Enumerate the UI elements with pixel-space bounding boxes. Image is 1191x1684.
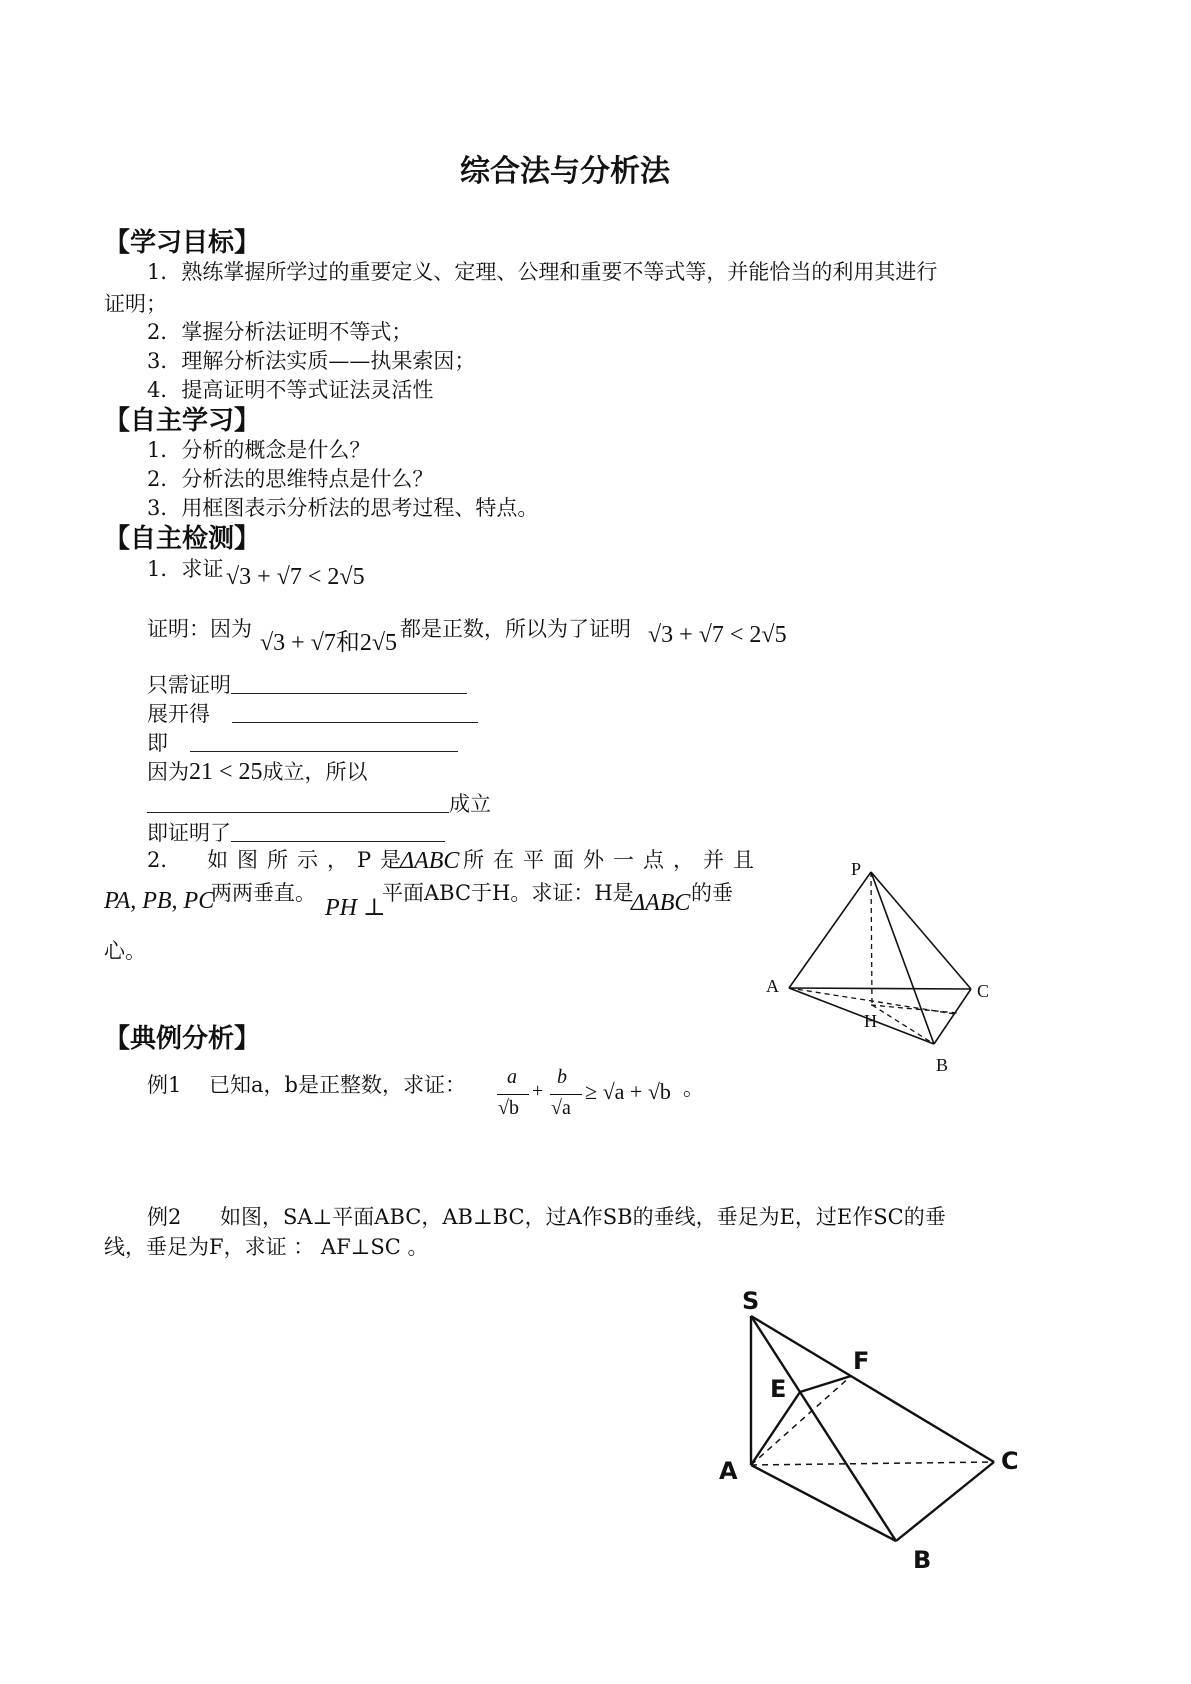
q2-line2-a: 两两垂直。 (211, 881, 316, 905)
line-because-formula: 21 < 25 (189, 759, 263, 785)
edge-pa (789, 872, 871, 988)
section-heading-self-study: 【自主学习】 (104, 406, 261, 436)
line-expand-label: 展开得 (147, 702, 210, 726)
line-h-c-dashed (871, 1005, 958, 1013)
q2-triangle-abc-2: ΔABC (631, 890, 691, 916)
proof-intro: 证明：因为 (147, 617, 252, 641)
line-af-dashed (751, 1376, 851, 1465)
line-because-label: 因为 (147, 760, 189, 784)
line-proved (147, 817, 445, 847)
ex1-frac1-den: √b (498, 1097, 519, 1119)
line-a-h-dashed (789, 988, 955, 1014)
edge-ac-dashed (751, 1462, 994, 1465)
fig1-label-b: B (936, 1055, 949, 1075)
example-2-line-1: 如图，SA⊥平面ABC，AB⊥BC，过A作SB的垂线，垂足为E，过E作SC的垂 (220, 1205, 946, 1229)
edge-pc (871, 872, 971, 989)
self-study-item-1: 1．分析的概念是什么？ (147, 438, 371, 462)
example-2-line-2: 线，垂足为F，求证 ： AF⊥SC 。 (104, 1235, 429, 1259)
answer-blank-5[interactable] (231, 821, 445, 842)
edge-pb (871, 872, 934, 1044)
line-expand (147, 698, 478, 728)
ex1-frac2-den: √a (551, 1097, 571, 1119)
fig1-label-h: H (864, 1011, 877, 1031)
proof-mid-text: 都是正数，所以为了证明 (400, 617, 631, 641)
edge-ac (789, 988, 971, 989)
ex1-plus: + (532, 1080, 544, 1102)
edge-bc (934, 989, 971, 1044)
fig2-label-s: S (742, 1287, 760, 1315)
edge-sc (751, 1316, 994, 1462)
q2-line1-number: 2． (147, 848, 182, 872)
q1-formula: √3 + √7 < 2√5 (226, 564, 365, 590)
q1-label: 1．求证 (147, 557, 224, 581)
line-proved-label: 即证明了 (147, 821, 231, 845)
goal-item-2: 2．掌握分析法证明不等式； (147, 320, 413, 344)
goal-item-3: 3．理解分析法实质——执果索因； (147, 349, 476, 373)
fig1-label-c: C (977, 981, 990, 1001)
page-title: 综合法与分析法 (460, 154, 670, 189)
q2-line1-tail: 所在平面外一点，并且 (463, 848, 763, 872)
goal-item-1: 1．熟练掌握所学过的重要定义、定理、公理和重要不等式等，并能恰当的利用其进行 (147, 260, 938, 284)
answer-blank-4[interactable] (147, 792, 449, 813)
line-ji-label: 即 (147, 731, 168, 755)
ex1-frac1-num: a (507, 1066, 517, 1088)
edge-ph-dashed (871, 872, 872, 1005)
answer-blank-1[interactable] (231, 673, 467, 694)
ex1-rhs: ≥ √a + √b (585, 1079, 671, 1104)
fig2-label-f: F (853, 1347, 870, 1375)
edge-ab (789, 988, 934, 1044)
section-heading-examples: 【典例分析】 (104, 1024, 261, 1054)
q2-line2-c: 的垂 (691, 881, 733, 905)
line-because (147, 756, 368, 786)
fig2-label-e: E (770, 1375, 787, 1403)
line-ji (147, 727, 458, 757)
section-heading-goals: 【学习目标】 (104, 228, 261, 258)
q2-line3: 心。 (104, 939, 146, 963)
edge-ab (751, 1465, 896, 1541)
self-study-item-3: 3．用框图表示分析法的思考过程、特点。 (147, 496, 539, 520)
fig1-label-a: A (766, 976, 779, 996)
q2-pa-pb-pc: PA, PB, PC (104, 888, 215, 914)
edge-bc (896, 1462, 994, 1541)
fig2-label-c: C (1001, 1447, 1019, 1475)
self-study-item-2: 2．分析法的思维特点是什么？ (147, 467, 434, 491)
ex1-frac2-num: b (557, 1066, 567, 1088)
line-h-b-dashed (872, 1005, 934, 1044)
ex1-frac1-bar (497, 1094, 529, 1095)
line-ae (751, 1392, 800, 1465)
q2-line1-text: 如图所示，P是 (207, 848, 411, 872)
section-heading-self-check: 【自主检测】 (104, 524, 261, 554)
line-holds (147, 788, 491, 818)
example-1-text: 已知a，b是正整数，求证： (209, 1073, 466, 1097)
proof-formula-b: √3 + √7 < 2√5 (648, 622, 787, 648)
line-because-tail: 成立，所以 (262, 760, 368, 784)
fig1-label-p: P (851, 859, 862, 879)
fig2-label-b: B (913, 1546, 932, 1574)
goal-item-4: 4．提高证明不等式证法灵活性 (147, 378, 434, 402)
line-only-need-label: 只需证明 (147, 673, 231, 697)
proof-formula-a: √3 + √7和2√5 (260, 630, 398, 656)
fig2-label-a: A (719, 1457, 738, 1485)
example-1-label: 例1 (147, 1073, 182, 1097)
edge-sb (751, 1316, 896, 1541)
line-holds-label: 成立 (449, 792, 491, 816)
answer-blank-2[interactable] (232, 702, 478, 723)
ex1-frac2-bar (550, 1094, 582, 1095)
answer-blank-3[interactable] (190, 731, 458, 752)
q2-ph-perp: PH ⊥ (325, 895, 386, 921)
q2-line2-b: 平面ABC于H。求证：H是 (382, 881, 634, 905)
line-only-need (147, 669, 467, 699)
q2-triangle-abc: ΔABC (400, 848, 460, 874)
goal-item-1-cont: 证明； (104, 292, 167, 316)
line-ef (800, 1376, 851, 1392)
ex1-end: 。 (683, 1076, 704, 1100)
example-2-label: 例2 (147, 1205, 182, 1229)
